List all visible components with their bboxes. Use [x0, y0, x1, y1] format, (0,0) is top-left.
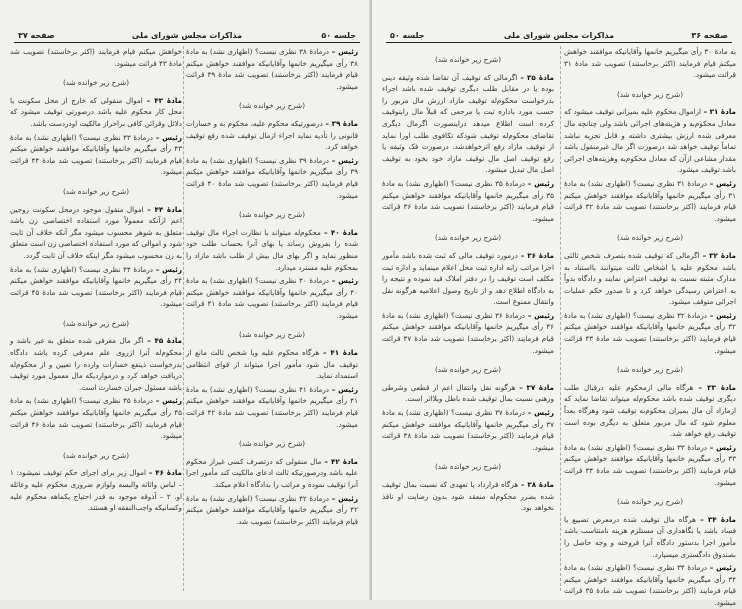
speaker-paragraph: رئیس – درمادهٔ ۳۲ نظری نیست؟ (اظهاری نشد) به مادهٔ ۳۲ رأی میگیریم خانمها وآقایانیکه موافقند خواهش میکنم قیام فرمایند (اکثر برخاستند) تصویب شد مادهٔ ۳۳ قرائت میشود.: [564, 310, 737, 355]
speaker-paragraph: رئیس – درمادهٔ ۳۱ نظری نیست؟ (اظهاری نشد) به مادهٔ ۳۱ رأی میگیریم خانمها وآقایانیکه موافقند خواهش میکنم قیام فرمایند (اکثر برخاستند) تصویب شد مادهٔ ۳۲ قرائت میشود.: [564, 178, 737, 223]
right-page: [372, 0, 742, 607]
paragraph-lead: مادهٔ ۴۴ –: [143, 204, 182, 214]
paragraph-lead: مادهٔ ۴۱ –: [319, 348, 358, 358]
text-column-right: [186, 46, 358, 594]
article-paragraph: مادهٔ ۳۶ – درمورد توقیف مالی که ثبت شده باشد مأمور اجرا مراتب رابه اداره ثبت محل اعلام مینماید و اداره ثبت مکلف است توقیف را در دفتر املاک قید نموده و نتیجه را به دادگاه اطلاع دهد و از تاریخ وصول اعلامیه هرگونه نقل وانتقال ممنوع است.: [382, 250, 554, 307]
article-paragraph: مادهٔ ۴۰ – محکوم‌له میتواند با نظارت اجراء مال توقیف شده را بفروش رساند یا بهای آنرا بحساب طلب خود منظور نماید و اگر بهای مال بیش از طلب باشد مازاد را بمحکوم علیه مسترد میدارد.: [186, 227, 358, 272]
paragraph-lead: مادهٔ ۴۲ –: [321, 456, 358, 466]
column-divider: [560, 46, 561, 591]
article-paragraph: مادهٔ ۳۴ – هرگاه مال توقیف شده درمعرض تضییع یا فساد باشد یا نگاهداری آن مستلزم هزینه نامتناسب باشد مأمور اجرا بدستور دادگاه آنرا فروخته و وجه حاصل را بصندوق دادگستری میسپارد.: [564, 514, 736, 559]
article-paragraph: مادهٔ ۴۶ – اموال زیر برای اجرای حکم توقیف نمیشود: ۱ – لباس واثاثه والبسه ولوازم ضروری محکوم علیه وعائله او. ۲ – آذوقه موجود به قدر احتیاج یکماهه محکوم علیه وکسانیکه واجب‌النفقه او هستند.: [10, 468, 182, 513]
article-paragraph: مادهٔ ۴۲ – مال منقولی که درتصرف کسی غیراز محکوم علیه باشد ودرصورتیکه ثالث ادعای مالکیت کند مأمور اجرا آنرا توقیف نموده و مراتب را بدادگاه اعلام میکند.: [186, 456, 358, 489]
page-header: [14, 28, 360, 43]
left-page: [0, 0, 370, 600]
paragraph-lead: رئیس –: [329, 276, 359, 286]
article-paragraph: خواهش میکنم قیام فرمایند (اکثر برخاستند) تصویب شد مادهٔ ۴۳ قرائت میشود.: [10, 47, 182, 68]
reading-note: (شرح زیر خوانده شد): [238, 101, 305, 111]
article-paragraph: مادهٔ ۴۱ – هرگاه محکوم علیه ویا شخص ثالث مانع از توقیف مال شود مأمور اجرا میتواند از قوای انتظامی استمداد نماید.: [186, 348, 358, 381]
article-paragraph: مادهٔ ۳۸ – هرگاه قرارداد یا تعهدی که نسبت بمال توقیف شده بضرر محکوم‌له منعقد شود بدون رضایت او نافذ نخواهد بود.: [382, 480, 554, 513]
speaker-paragraph: رئیس – درمادهٔ ۴۰ نظری نیست؟ (اظهاری نشد) به مادهٔ ۴۰ رأی میگیریم خانمها وآقایانیکه موافقند خواهش میکنم قیام فرمایند (اکثر برخاستند) تصویب شد مادهٔ ۴۱ قرائت میشود.: [186, 276, 359, 320]
paragraph-lead: رئیس –: [329, 384, 359, 394]
page-number: صفحه ۳۶: [691, 31, 728, 40]
reading-note: (شرح زیر خوانده شد): [238, 330, 305, 340]
page-number: صفحه ۳۷: [18, 31, 55, 40]
paragraph-lead: مادهٔ ۳۳ –: [693, 382, 737, 392]
reading-note: (شرح زیر خوانده شد): [238, 210, 305, 220]
article-paragraph: مادهٔ ۳۱ – ازاموال محکوم علیه بمیزانی توقیف میشود که معادل محکوم‌به و هزینه‌های اجرائی باشد ولی چنانچه مال معرفی شده ارزش بیشتری داشته و قابل تجزیه نباشد تماماً توقیف خواهد شد درصورت اگر مال غیرمنقول باشد مقدار مشاعی ازآن که معادل محکوم‌به وهزینه‌های اجرائی باشد توقیف میشود.: [564, 107, 736, 175]
speaker-paragraph: رئیس – درمادهٔ ۳۹ نظری نیست؟ (اظهاری نشد) به مادهٔ ۳۹ رأی میگیریم خانمها وآقایانیکه موافقند خواهش میکنم قیام فرمایند (اکثر برخاستند) تصویب شد مادهٔ ۴۰ قرائت میشود.: [186, 155, 359, 200]
reading-note: (شرح زیر خوانده شد): [616, 233, 683, 243]
speaker-paragraph: رئیس – درمادهٔ ۴۳ نظری نیست؟ (اظهاری نشد) به مادهٔ ۴۳ رأی میگیریم خانمها وآقایانیکه موافقند خواهش میکنم قیام فرمایند (اکثر برخاستند) تصویب شد مادهٔ ۴۴ قرائت میشود.: [10, 132, 183, 177]
article-paragraph: مادهٔ ۳۹ – درصورتیکه محکوم علیه، محکوم به و خسارات قانونی را تأدیه نماید اجراء ازمال توقیف شده رفع توقیف خواهد کرد.: [186, 118, 358, 152]
article-paragraph: مادهٔ ۳۲ – اگرمالی که توقیف شده بتصرف شخص ثالثی باشد محکوم علیه یا اشخاص ثالث میتوانند بااستناد به مدارک مثبته نسبت به توقیف اعتراض نمایند و دادگاه بدواً به اعتراض رسیدگی خواهد کرد و تا صدور حکم عملیات اجرائی متوقف میشود.: [564, 250, 736, 307]
paragraph-lead: رئیس –: [329, 155, 359, 165]
paragraph-lead: رئیس –: [707, 310, 737, 320]
article-paragraph: مادهٔ ۴۴ – اموال منقول موجود درمحل سکونت زوجین اعم ازآنکه معمولاً مورد استفاده اختصاصی زن باشد متعلق به شوهر محسوب میشود مگر آنکه خلاف آن ثابت شود و اموالی که مورد استفاده اختصاصی زن است متعلق به زن محسوب میشود مگر اینکه خلاف آن ثابت گردد.: [9, 204, 182, 260]
text-column-left: [382, 46, 554, 594]
paragraph-lead: مادهٔ ۳۹ –: [322, 118, 358, 128]
reading-note: (شرح زیر خوانده شد): [238, 439, 305, 449]
article-paragraph: مادهٔ ۴۳ – اموال منقولی که خارج از محل سکونت یا محل کار محکوم علیه باشد درصورتی توقیف میشود که دلائل وقرائن کافی براحراز مالکیت اودردست باشد.: [10, 95, 182, 128]
paragraph-lead: مادهٔ ۳۵ –: [517, 72, 554, 82]
reading-note: (شرح زیر خوانده شد): [62, 186, 129, 196]
session-label: جلسه ۵۰: [321, 31, 356, 40]
running-title: مذاکرات مجلس شورای ملی: [503, 31, 615, 40]
speaker-paragraph: رئیس – درمادهٔ ۴۵ نظری نیست؟ (اظهاری نشد) به مادهٔ ۴۵ رأی میگیریم خانمها وآقایانیکه موافقند خواهش میکنم قیام فرمایند (اکثر برخاستند) تصویب شد مادهٔ ۴۶ قرائت میشود.: [10, 396, 183, 441]
speaker-paragraph: رئیس – درمادهٔ ۳۵ نظری نیست؟ (اظهاری نشد) به مادهٔ ۳۵ رأی میگیریم خانمها وآقایانیکه موافقند خواهش میکنم قیام فرمایند (اکثر برخاستند) تصویب شد مادهٔ ۳۶ قرائت میشود.: [382, 178, 555, 223]
speaker-paragraph: رئیس – درمادهٔ ۴۱ نظری نیست؟ (اظهاری نشد) به مادهٔ ۴۱ رأی میگیریم خانمها وآقایانیکه موافقند خواهش میکنم قیام فرمایند (اکثر برخاستند) تصویب شد مادهٔ ۴۲ قرائت میشود.: [186, 384, 359, 429]
paragraph-lead: مادهٔ ۳۴ –: [695, 514, 736, 524]
reading-note: (شرح زیر خوانده شد): [434, 55, 501, 64]
column-divider: [183, 46, 184, 591]
reading-note: (شرح زیر خوانده شد): [434, 233, 501, 243]
paragraph-lead: رئیس –: [707, 442, 737, 452]
paragraph-lead: مادهٔ ۴۳ –: [142, 95, 182, 105]
speaker-paragraph: رئیس – درمادهٔ ۳۷ نظری نیست؟ (اظهاری نشد) به مادهٔ ۳۷ رأی میگیریم خانمها وآقایانیکه موافقند خواهش میکنم قیام فرمایند (اکثر برخاستند) تصویب شد مادهٔ ۳۸ قرائت میشود.: [382, 408, 555, 452]
article-paragraph: مادهٔ ۳۷ – هرگونه نقل وانتقال اعم از قطعی وشرطی ورهنی نسبت بمال توقیف شده باطل وبلااثر است.: [382, 382, 554, 404]
paragraph-lead: مادهٔ ۳۲ –: [699, 250, 736, 260]
article-paragraph: مادهٔ ۳۳ – هرگاه مالی ازمحکوم علیه درقبال طلب دیگری توقیف شده باشد محکوم‌له میتواند تقاضا نماید که ازمازاد آن مال بمیزان محکوم‌به توقیف شود وهرگاه بعداً معلوم شود که مال مزبور متعلق به دیگری بوده است توقیف رفع خواهد شد.: [564, 382, 737, 439]
paragraph-lead: رئیس –: [707, 563, 737, 573]
speaker-paragraph: رئیس – درمادهٔ ۳۴ نظری نیست؟ (اظهاری نشد) به مادهٔ ۳۴ رأی میگیریم خانمها وآقایانیکه موافقند خواهش میکنم قیام فرمایند (اکثر برخاستند) تصویب شد مادهٔ ۳۵ قرائت میشود.: [564, 563, 737, 607]
reading-note: (شرح زیر خوانده شد): [616, 365, 683, 375]
reading-note: (شرح زیر خوانده شد): [434, 365, 501, 375]
paragraph-lead: مادهٔ ۳۷ –: [515, 382, 554, 392]
paragraph-lead: رئیس –: [153, 264, 183, 274]
paragraph-lead: مادهٔ ۳۱ –: [700, 107, 736, 117]
session-label: جلسه ۵۰: [390, 31, 425, 40]
article-paragraph: به مادهٔ ۳۰ رأی میگیریم خانمها وآقایانیکه موافقند خواهش میکنم قیام فرمایند (اکثر برخاستند) تصویب شد مادهٔ ۳۱ قرائت میشود.: [564, 47, 736, 80]
reading-note: (شرح زیر خوانده شد): [62, 318, 129, 328]
article-paragraph: مادهٔ ۴۵ – اگر مال معرفی شده متعلق به غیر باشد و محکوم‌له آنرا ازروی علم معرفی کرده باشد دادگاه بدرخواست ذینفع خسارات وارده را تعیین و از محکوم‌له دریافت خواهد کرد و درمواردیکه مال معمول مورد توقیف باشد مسئول جبران خسارت است.: [10, 336, 182, 392]
reading-note: (شرح زیر خوانده شد): [434, 462, 501, 472]
speaker-paragraph: رئیس – درمادهٔ ۴۲ نظری نیست؟ (اظهاری نشد) به مادهٔ ۴۲ رأی میگیریم خانمها وآقایانیکه موافقند خواهش میکنم قیام فرمایند (اکثر برخاستند) تصویب شد.: [186, 493, 359, 526]
paragraph-lead: رئیس –: [525, 408, 555, 418]
reading-note: (شرح زیر خوانده شد): [616, 89, 683, 99]
speaker-paragraph: رئیس – درمادهٔ ۳۶ نظری نیست؟ (اظهاری نشد) به مادهٔ ۳۶ رأی میگیریم خانمها وآقایانیکه موافقند خواهش میکنم قیام فرمایند (اکثر برخاستند) تصویب شد مادهٔ ۳۷ قرائت میشود.: [382, 310, 555, 355]
reading-note: (شرح زیر خوانده شد): [62, 78, 129, 88]
paragraph-lead: مادهٔ ۴۰ –: [320, 227, 358, 237]
text-column-left: [10, 46, 182, 594]
paragraph-lead: رئیس –: [329, 47, 359, 56]
running-title: مذاکرات مجلس شورای ملی: [131, 31, 243, 40]
paragraph-lead: رئیس –: [153, 396, 183, 406]
paragraph-lead: رئیس –: [707, 178, 737, 188]
text-column-right: [564, 46, 737, 607]
paragraph-lead: رئیس –: [329, 493, 359, 503]
paragraph-lead: رئیس –: [525, 178, 555, 188]
reading-note: (شرح زیر خوانده شد): [62, 450, 129, 460]
paragraph-lead: مادهٔ ۳۶ –: [517, 250, 554, 260]
speaker-paragraph: رئیس – درمادهٔ ۴۴ نظری نیست؟ (اظهاری نشد) به مادهٔ ۴۴ رأی میگیریم خانمها وآقایانیکه موافقند خواهش میکنم قیام فرمایند (اکثر برخاستند) تصویب شد مادهٔ ۴۵ قرائت میشود.: [10, 264, 183, 309]
reading-note: (شرح زیر خوانده شد): [616, 497, 683, 507]
paragraph-lead: مادهٔ ۳۸ –: [518, 480, 554, 489]
article-paragraph: مادهٔ ۳۵ – اگرمالی که توقیف آن تقاضا شده وثیقه دینی بوده یا در مقابل طلب دیگری توقیف شده باشد اجراء بدرخواست محکوم‌له توقیف مازاد ارزش مال مزبور را حسب مورد باداره ثبت یا مرجعی که قبلاً مال رابتوقیف کرده است اطلاع میدهد دراینصورت اگرمال دیگری تقاضای محکوم‌له توقیف شودکه تکافوی طلب اورا نماید از توقیف مازاد رفع اثرخواهدشد. درصورت فک وثیقه یا رفع توقیف اصل مال توقیف مازاد خود بخود به توقیف اصل مال تبدیل میشود.: [382, 72, 554, 175]
paragraph-lead: مادهٔ ۴۶ –: [146, 468, 182, 478]
page-header: [386, 28, 732, 43]
speaker-paragraph: رئیس – درمادهٔ ۳۳ نظری نیست؟ (اظهاری نشد) به مادهٔ ۳۳ رأی میگیریم خانمها وآقایانیکه موافقند خواهش میکنم قیام فرمایند (اکثر برخاستند) تصویب شد مادهٔ ۳۴ قرائت میشود.: [564, 442, 737, 487]
paragraph-lead: مادهٔ ۴۵ –: [143, 336, 182, 346]
speaker-paragraph: رئیس – درمادهٔ ۳۸ نظری نیست؟ (اظهاری نشد) به مادهٔ ۳۸ رأی میگیریم خانمها وآقایانیکه موافقند خواهش میکنم قیام فرمایند (اکثر برخاستند) تصویب شد مادهٔ ۳۹ قرائت میشود.: [186, 47, 359, 91]
paragraph-lead: رئیس –: [525, 310, 555, 320]
paragraph-lead: رئیس –: [153, 132, 183, 142]
